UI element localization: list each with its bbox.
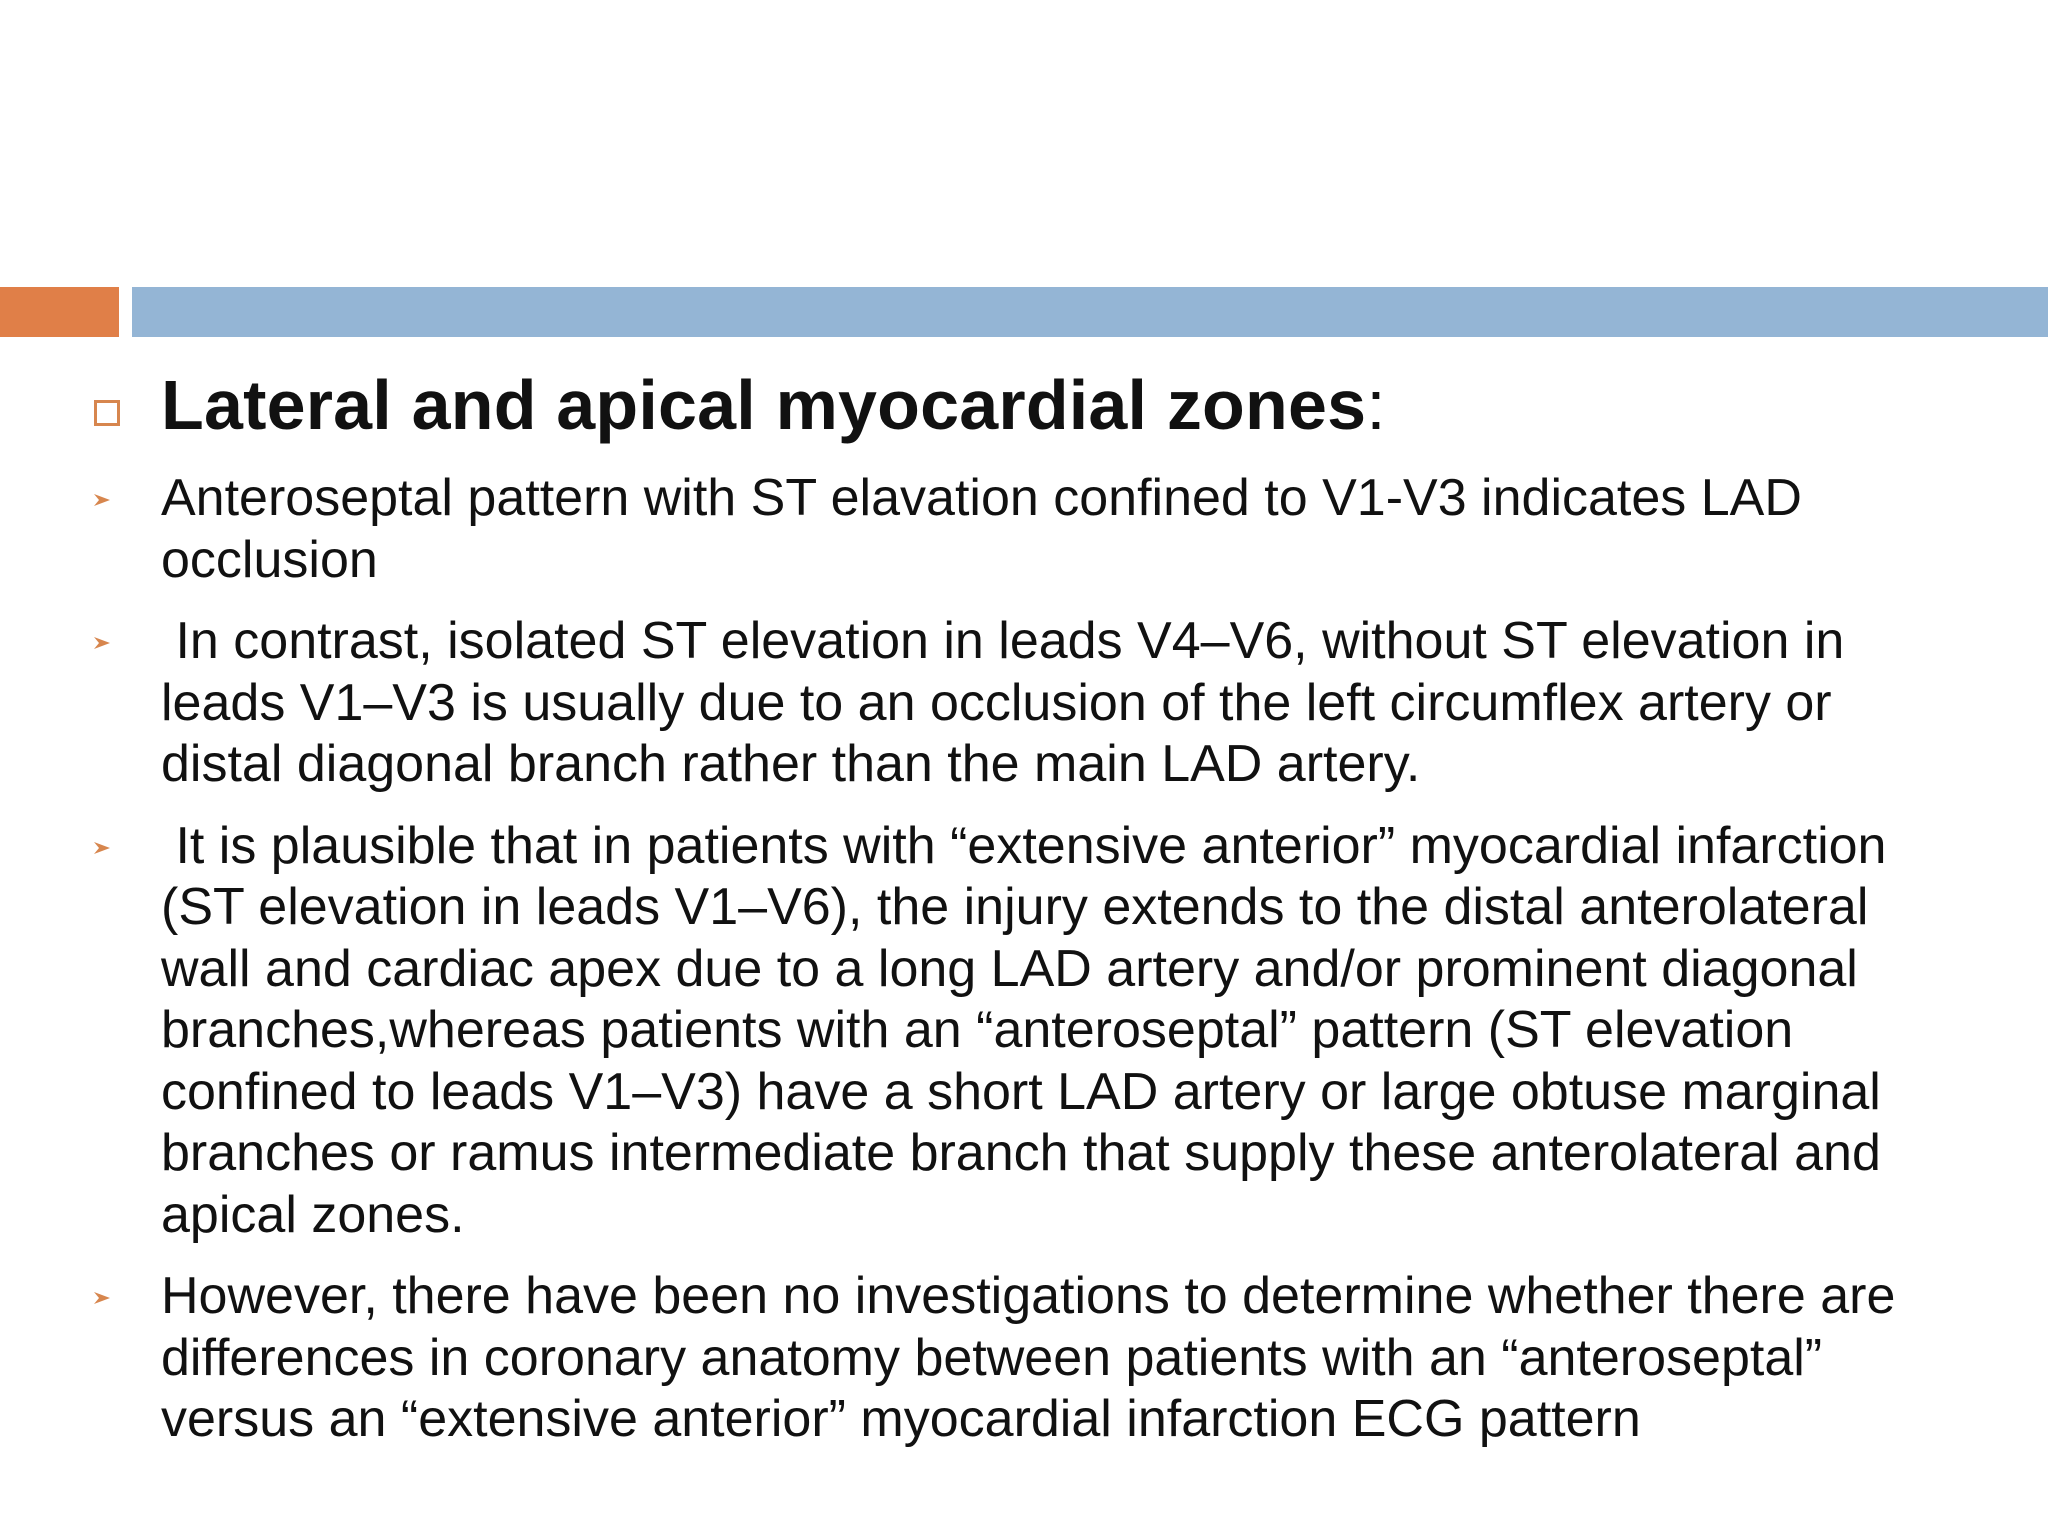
bullet-text: In contrast, isolated ST elevation in leads V4–V6, without ST elevation in leads V1–V3 is usually due to an occlusion of the left circumflex artery or distal diagonal branch rather than the main LAD artery. — [161, 612, 1859, 793]
slide-heading-title: Lateral and apical myocardial zones — [161, 366, 1367, 444]
bullet-item — [0, 1266, 1961, 1451]
arrowhead-bullet-icon — [92, 490, 112, 510]
bullet-item — [0, 816, 1961, 1247]
heading-row — [0, 360, 2048, 450]
slide-heading-colon: : — [1366, 366, 1386, 444]
arrowhead-bullet-icon — [92, 838, 112, 858]
title-accent-bar-blue — [132, 287, 2048, 337]
bullet-text: Anteroseptal pattern with ST elavation confined to V1-V3 indicates LAD occlusion — [161, 469, 1817, 589]
arrowhead-bullet-icon — [92, 633, 112, 653]
hollow-square-bullet-icon — [94, 400, 120, 426]
bullet-item — [0, 611, 1961, 796]
title-accent-bar-orange — [0, 287, 119, 337]
bullet-text: However, there have been no investigations to determine whether there are differences in coronary anatomy between patients with an “anteroseptal” versus an “extensive anterior” myocardial infarction ECG pattern — [161, 1267, 1910, 1448]
bullet-text: It is plausible that in patients with “extensive anterior” myocardial infarction (ST elevation in leads V1–V6), the injury extends to the distal anterolateral wall and cardiac apex due to a long LAD artery and/or prominent diagonal branches,whereas patients with an “anteroseptal” pattern (ST elevation confined to leads V1–V3) have a short LAD artery or large obtuse marginal branches or ramus intermediate branch that supply these anterolateral and apical zones. — [161, 816, 1901, 1244]
slide-body — [0, 360, 2048, 1471]
arrowhead-bullet-icon — [92, 1288, 112, 1308]
slide-heading — [161, 360, 2048, 450]
bullet-item — [0, 468, 1961, 591]
